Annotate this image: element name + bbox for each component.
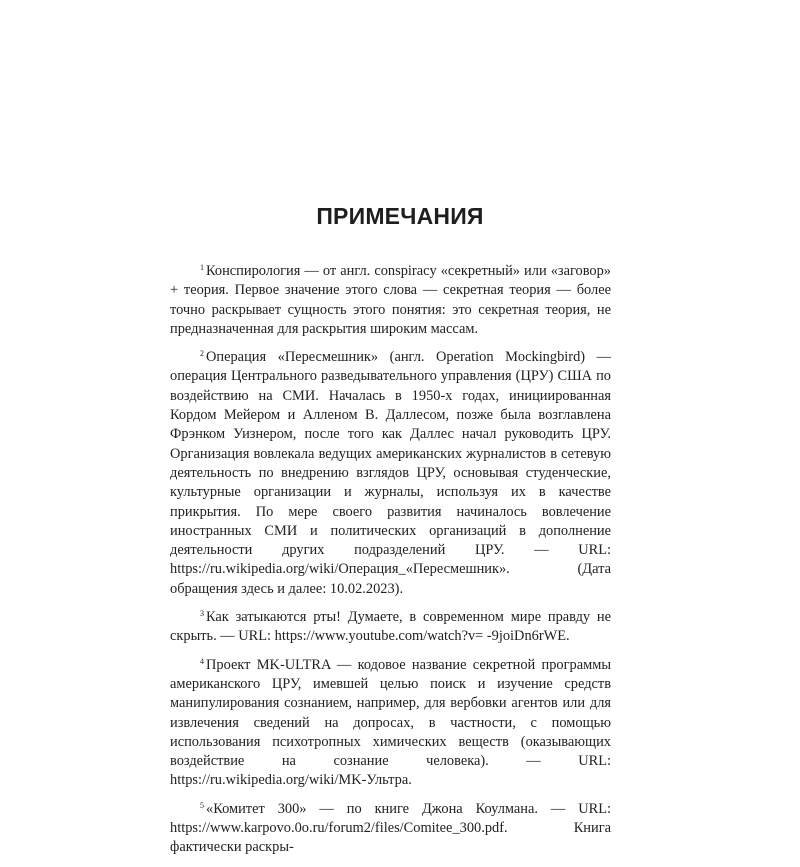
page-title: ПРИМЕЧАНИЯ [316,203,484,229]
note-text: Как затыкаются рты! Думаете, в современном мире правду не скрыть. — URL: https://www.youtube.com/watch?v= -9joiDn6rWE. [170,609,611,645]
note-number: 5 [200,800,204,810]
note-5 [170,800,611,858]
note-number: 4 [200,656,204,666]
note-4 [170,656,611,791]
note-text: «Комитет 300» — по книге Джона Коулмана. — URL: https://www.karpovo.0o.ru/forum2/files/Comitee_300.pdf. Книга фактически раскры- [170,800,611,856]
note-text: Проект MK-ULTRA — кодовое название секретной программы американского ЦРУ, имевшей целью поиск и изучение средств манипулирования сознанием, например, для вербовки агентов или для извлечения сведений на допросах, в частности, с помощью использования психотропных химических веществ (оказывающих воздействие на сознание человека). — URL: https://ru.wikipedia.org/wiki/MK-Ультра. [170,656,611,789]
note-2 [170,348,611,599]
note-3 [170,608,611,647]
notes-list [170,262,611,867]
note-text: Конспирология — от англ. conspiracy «секретный» или «заговор» + теория. Первое значение этого слова — секретная теория — более точно раскрывает сущность этого понятия: это секретная теория, не предназначенная для раскрытия широким массам. [170,263,611,337]
note-number: 3 [200,609,204,619]
note-number: 2 [200,349,204,359]
note-1 [170,262,611,339]
note-text: Операция «Пересмешник» (англ. Operation Mockingbird) — операция Центрального разведывательного управления (ЦРУ) США по воздействию на СМИ. Началась в 1950-х годах, инициированная Кордом Мейером и Алленом В. Даллесом, позже была возглавлена Фрэнком Уизнером, после того как Даллес начал руководить ЦРУ. Организация вовлекала ведущих американских журналистов в сетевую деятельность по внедрению взглядов ЦРУ, основывая студенческие, культурные организации и журналы, используя их в качестве прикрытия. По мере своего развития начиналось вовлечение иностранных СМИ и политических организаций в дополнение деятельности других подразделений ЦРУ. — URL: https://ru.wikipedia.org/wiki/Операция_«Пересмешник». (Дата обращения здесь и далее: 10.02.2023). [170,349,611,597]
note-number: 1 [200,263,204,272]
